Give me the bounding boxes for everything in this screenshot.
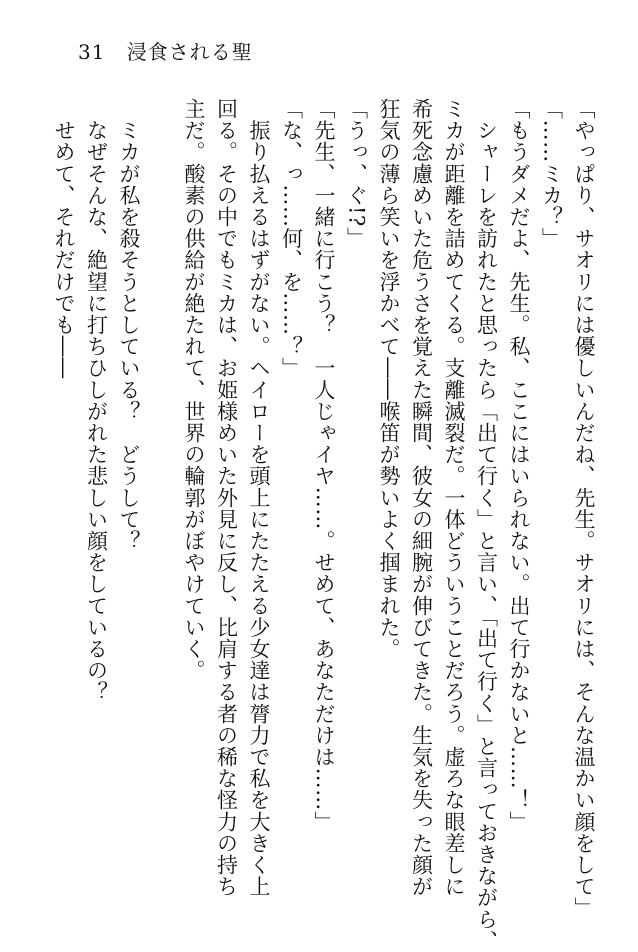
text-line: 「先生、一緒に行こう？ 一人じゃイヤ……。せめて、あなただけは……」 <box>312 98 336 833</box>
text-line: シャーレを訪れたと思ったら「出て行く」と言い、「出て行く」と言っておきながら、 <box>474 98 499 952</box>
text-line: 狂気の薄ら笑いを浮かべて――喉笛が勢いよく掴まれた。 <box>377 98 401 660</box>
chapter-title: 浸食される聖 <box>126 40 253 64</box>
text-line: 「な、っ……何、を……？」 <box>279 98 304 379</box>
text-line: 回る。その中でもミカは、お姫様めいた外見に反し、比肩する者の稀な怪力の持ち <box>214 98 239 898</box>
page-header <box>78 36 253 65</box>
text-line: 主だ。酸素の供給が絶たれて、世界の輪郭がぼやけていく。 <box>182 98 206 682</box>
text-line: 「……ミカ？」 <box>539 98 564 250</box>
text-line: ミカが私を殺そうとしている？ どうして？ <box>117 98 141 552</box>
text-line: なぜそんな、絶望に打ちひしがれた悲しい顔をしているの？ <box>84 98 109 703</box>
text-line: 希死念慮めいた危うさを覚えた瞬間、彼女の細腕が伸びてきた。生気を失った顔が <box>409 98 434 898</box>
body-text <box>48 98 601 952</box>
text-line: 振り払えるはずがない。ヘイローを頭上にたたえる少女達は膂力で私を大きく上 <box>247 98 271 898</box>
text-line: 「もうダメだよ、先生。私、ここにはいられない。出て行かないと……！」 <box>507 98 531 833</box>
page-number: 31 <box>78 40 106 64</box>
text-line: ミカが距離を詰めてくる。支離滅裂だ。一体どういうことだろう。虚ろな眼差しに <box>442 98 466 898</box>
text-line: せめて、それだけでも―― <box>52 98 76 379</box>
text-line: 「やっぱり、サオリには優しいんだね、先生。サオリには、そんな温かい顔をして」 <box>572 98 596 919</box>
blank-line <box>145 98 178 858</box>
text-line: 「うっ、ぐ!?」 <box>344 98 369 249</box>
